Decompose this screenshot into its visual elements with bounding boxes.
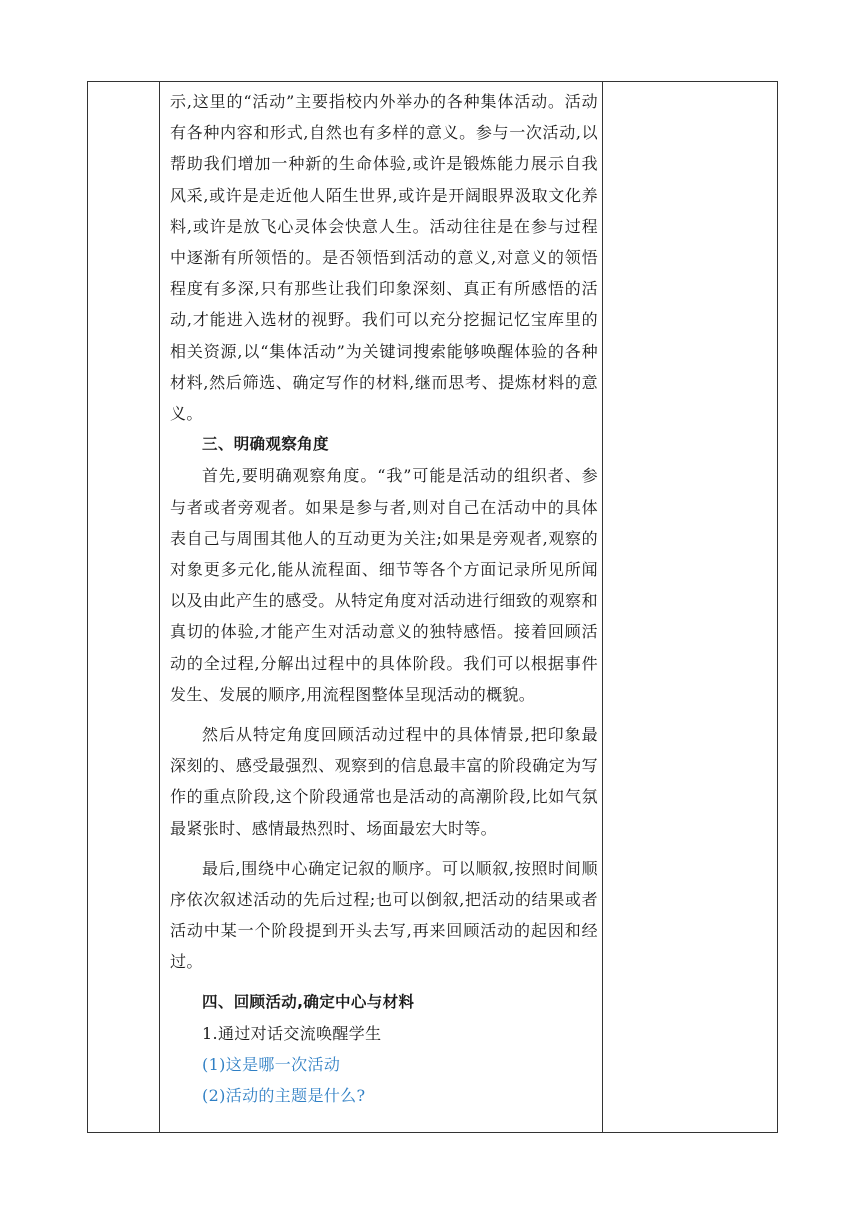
paragraph-narrative-order: 最后,围绕中心确定记叙的顺序。可以顺叙,按照时间顺序依次叙述活动的先后过程;也可以倒叙,把活动的结果或者活动中某一个阶段提到开头去写,再来回顾活动的起因和经过。	[170, 858, 598, 972]
question-which-activity: (1)这是哪一次活动	[202, 1055, 341, 1075]
section-heading-review-activity: 四、回顾活动,确定中心与材料	[202, 992, 415, 1011]
right-column-cell	[603, 82, 778, 1133]
question-activity-theme: (2)活动的主题是什么?	[202, 1086, 366, 1106]
paragraph-activity-meaning: 示,这里的“活动”主要指校内外举办的各种集体活动。活动有各种内容和形式,自然也有多样的意义。参与一次活动,以帮助我们增加一种新的生命体验,或许是锻炼能力展示自我风采,或许是走近他人陌生世界,或许是开阔眼界汲取文化养料,或许是放飞心灵体会快意人生。活动往往是在参与过程中逐渐有所领悟的。是否领悟到活动的意义,对意义的领悟程度有多深,只有那些让我们印象深刻、真正有所感悟的活动,才能进入选材的视野。我们可以充分挖掘记忆宝库里的相关资源,以“集体活动”为关键词搜索能够唤醒体验的各种材料,然后筛选、确定写作的材料,继而思考、提炼材料的意义。	[170, 92, 598, 424]
content-body	[160, 82, 602, 1112]
content-column-cell	[160, 82, 603, 1133]
section-heading-observation-angle: 三、明确观察角度	[202, 435, 329, 454]
left-column-cell	[88, 82, 160, 1133]
lesson-plan-table	[87, 81, 778, 1133]
table-row	[88, 82, 778, 1133]
paragraph-key-stage: 然后从特定角度回顾活动过程中的具体情景,把印象最深刻的、感受最强烈、观察到的信息最丰富的阶段确定为写作的重点阶段,这个阶段通常也是活动的高潮阶段,比如气氛最紧张时、感情最热烈时、场面最宏大时等。	[170, 725, 598, 838]
paragraph-observation-angle: 首先,要明确观察角度。“我”可能是活动的组织者、参与者或者旁观者。如果是参与者,则对自己在活动中的具体表自己与周围其他人的互动更为关注;如果是旁观者,观察的对象更多元化,能从流程面、细节等各个方面记录所见所闻以及由此产生的感受。从特定角度对活动进行细致的观察和真切的体验,才能产生对活动意义的独特感悟。接着回顾活动的全过程,分解出过程中的具体阶段。我们可以根据事件发生、发展的顺序,用流程图整体呈现活动的概貌。	[170, 466, 598, 704]
list-item-dialogue: 1.通过对话交流唤醒学生	[202, 1023, 382, 1043]
